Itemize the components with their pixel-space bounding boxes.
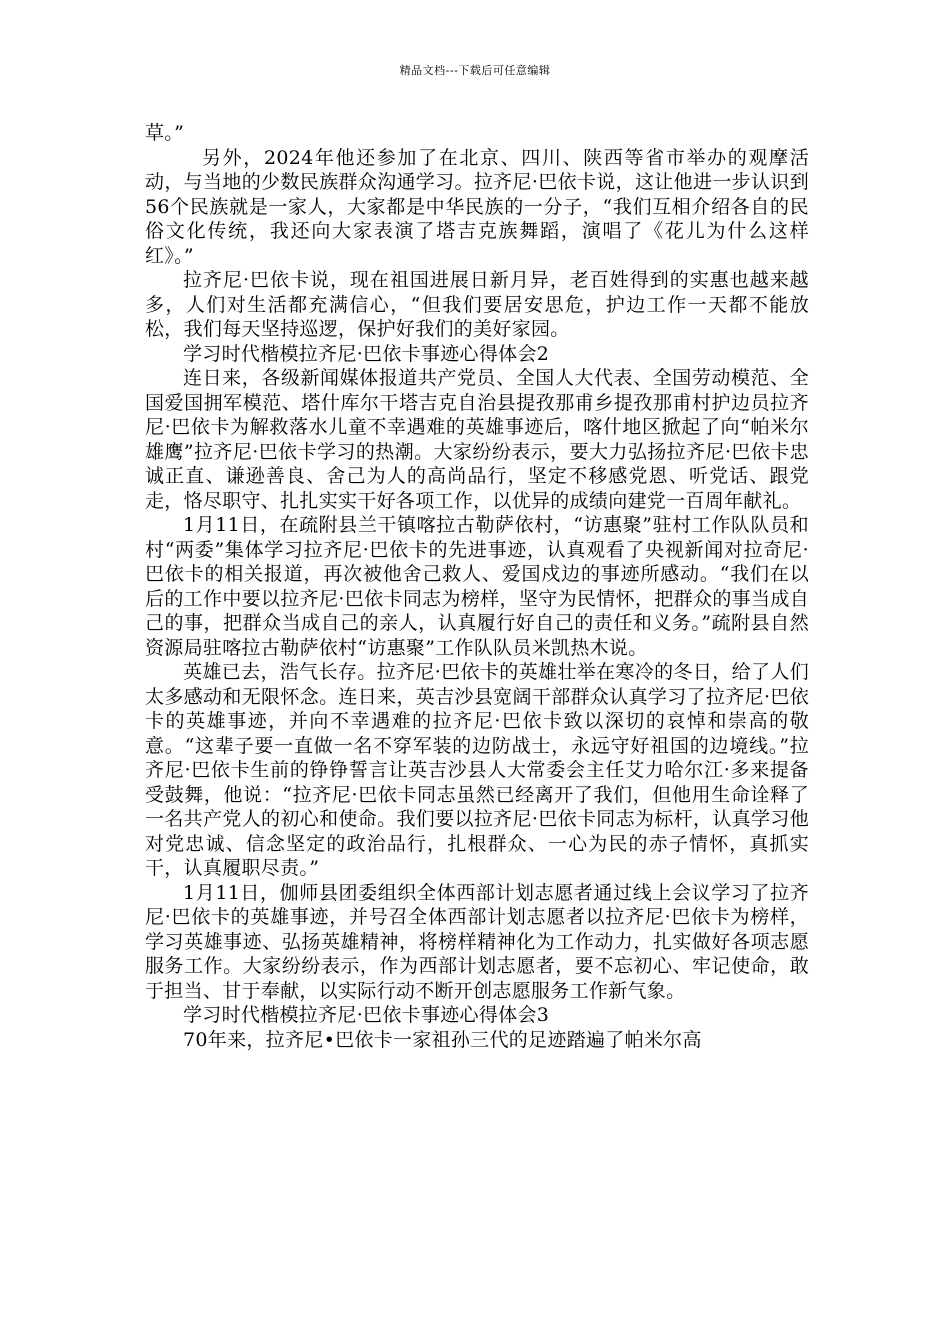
paragraph-continuation: 草。” xyxy=(145,122,185,144)
paragraph: 70年来，拉齐尼•巴依卡一家祖孙三代的足迹踏遍了帕米尔高 xyxy=(183,1028,702,1051)
page-header: 精品文档---下载后可任意编辑 xyxy=(399,64,551,77)
paragraph: 拉齐尼·巴依卡说，现在祖国进展日新月异，老百姓得到的实惠也越来越多，人们对生活都充满信心，“但我们要居安思危，护边工作一天都不能放松，我们每天坚持巡逻，保护好我们的美好家园。 xyxy=(145,269,809,340)
paragraph: 连日来，各级新闻媒体报道共产党员、全国人大代表、全国劳动模范、全国爱国拥军模范、塔什库尔干塔吉克自治县提孜那甫乡提孜那甫村护边员拉齐尼·巴依卡为解救落水儿童不幸遇难的英雄事迹后，喀什地区掀起了向“帕米尔雄鹰”拉齐尼·巴依卡学习的热潮。大家纷纷表示，要大力弘扬拉齐尼·巴依卡忠诚正直、谦逊善良、舍己为人的高尚品行，坚定不移感党恩、听党话、跟党走，恪尽职守、扎扎实实干好各项工作，以优异的成绩向建党一百周年献礼。 xyxy=(145,367,809,512)
paragraph: 英雄已去，浩气长存。拉齐尼·巴依卡的英雄壮举在寒冷的冬日，给了人们太多感动和无限怀念。连日来，英吉沙县宽阔干部群众认真学习了拉齐尼·巴依卡的英雄事迹，并向不幸遇难的拉齐尼·巴依卡致以深切的哀悼和崇高的敬意。“这辈子要一直做一名不穿军装的边防战士，永远守好祖国的边境线。”拉齐尼·巴依卡生前的铮铮誓言让英吉沙县人大常委会主任艾力哈尔江·多来提备受鼓舞，他说：“拉齐尼·巴依卡同志虽然已经离开了我们，但他用生命诠释了一名共产党人的初心和使命。我们要以拉齐尼·巴依卡同志为标杆，认真学习他对党忠诚、信念坚定的政治品行，扎根群众、一心为民的赤子情怀，真抓实干，认真履职尽责。” xyxy=(145,661,809,879)
section-heading: 学习时代楷模拉齐尼·巴依卡事迹心得体会2 xyxy=(183,342,550,365)
paragraph: 1月11日，伽师县团委组织全体西部计划志愿者通过线上会议学习了拉齐尼·巴依卡的英雄事迹，并号召全体西部计划志愿者以拉齐尼·巴依卡为榜样，学习英雄事迹、弘扬英雄精神，将榜样精神化为工作动力，扎实做好各项志愿服务工作。大家纷纷表示，作为西部计划志愿者，要不忘初心、牢记使命，敢于担当、甘于奉献，以实际行动不断开创志愿服务工作新气象。 xyxy=(145,881,809,1002)
section-heading: 学习时代楷模拉齐尼·巴依卡事迹心得体会3 xyxy=(183,1004,550,1026)
paragraph: 另外，2024年他还参加了在北京、四川、陕西等省市举办的观摩活动，与当地的少数民族群众沟通学习。拉齐尼·巴依卡说，这让他进一步认识到56个民族就是一家人，大家都是中华民族的一分子，“我们互相介绍各自的民俗文化传统，我还向大家表演了塔吉克族舞蹈，演唱了《花儿为什么这样红》。” xyxy=(145,146,809,267)
paragraph: 1月11日，在疏附县兰干镇喀拉古勒萨依村，“访惠聚”驻村工作队队员和村“两委”集体学习拉齐尼·巴依卡的先进事迹，认真观看了央视新闻对拉奇尼·巴依卡的相关报道，再次被他舍己救人、爱国戍边的事迹所感动。“我们在以后的工作中要以拉齐尼·巴依卡同志为榜样，坚守为民情怀，把群众的事当成自己的事，把群众当成自己的亲人，认真履行好自己的责任和义务。”疏附县自然资源局驻喀拉古勒萨依村“访惠聚”工作队队员米凯热木说。 xyxy=(145,514,809,659)
document-body xyxy=(145,121,809,1052)
